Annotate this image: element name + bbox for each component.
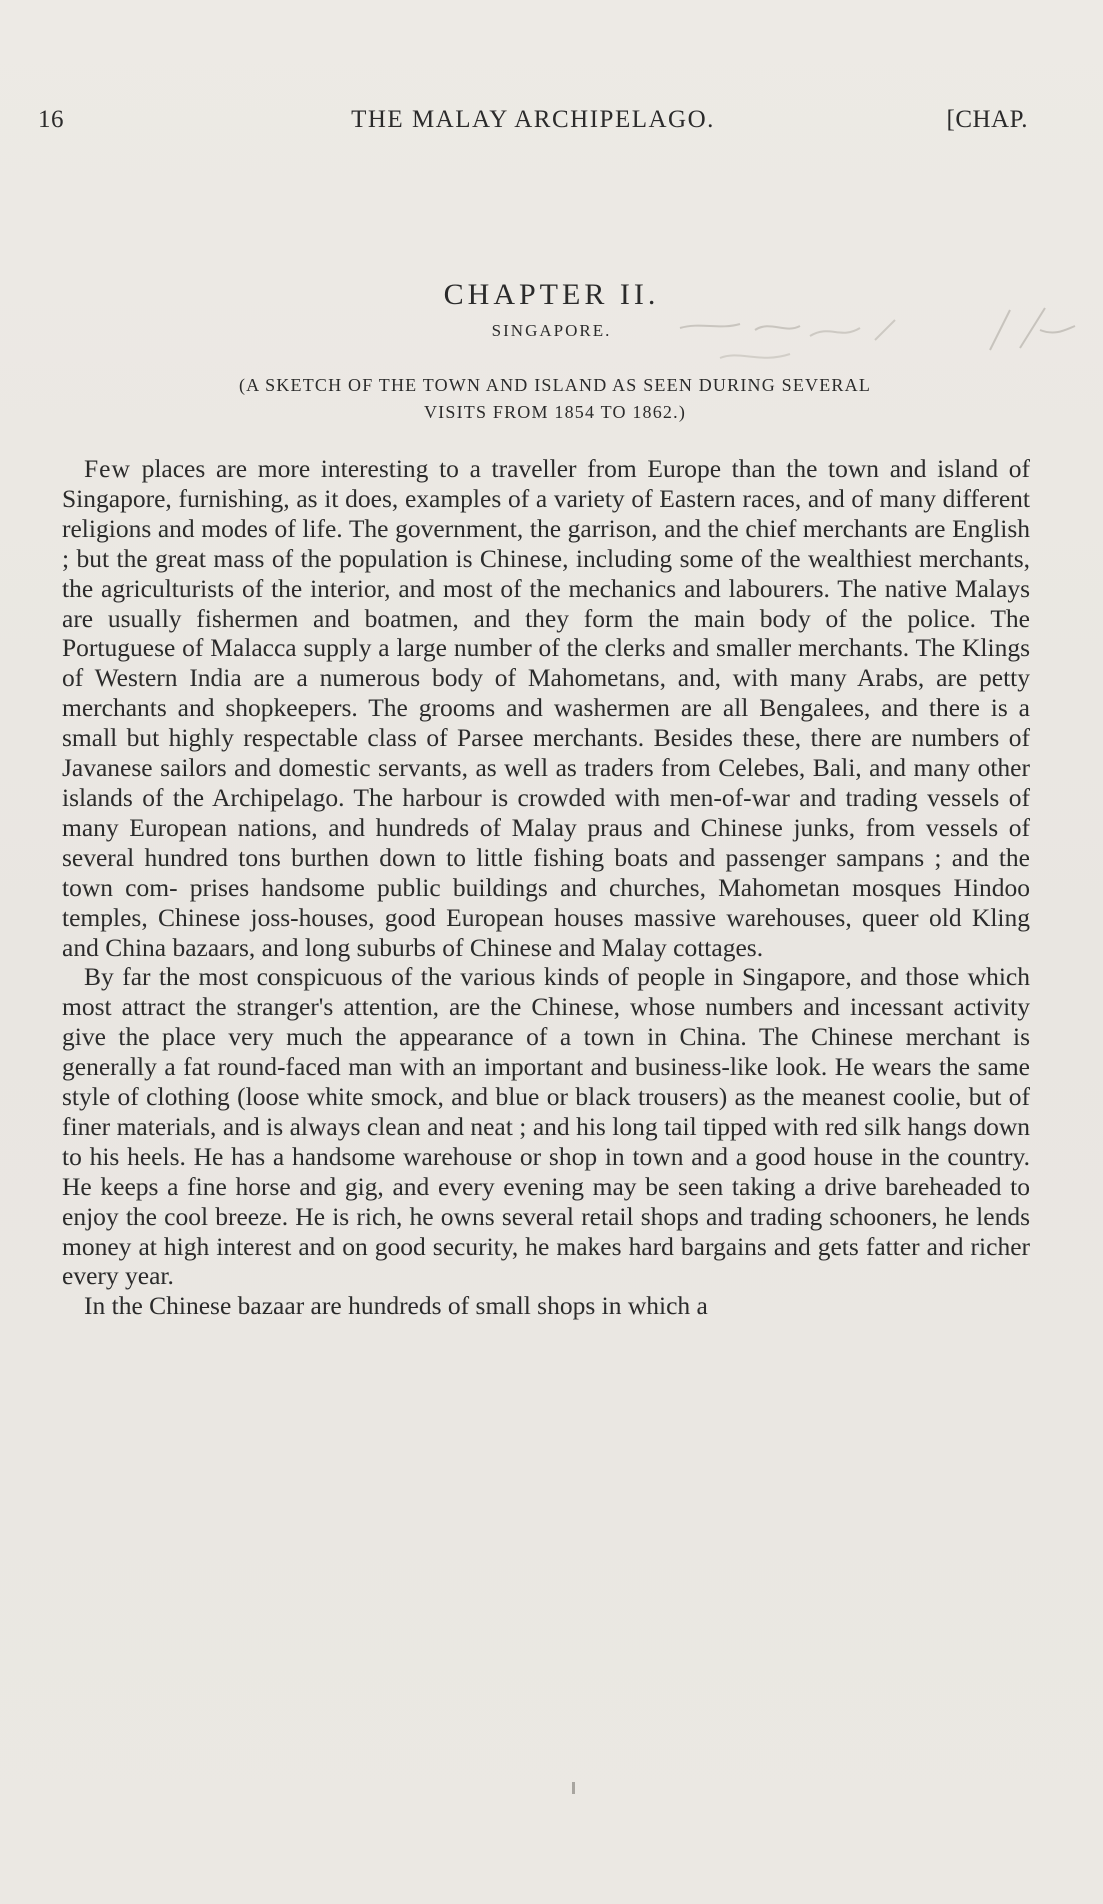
- paragraph: [62, 454, 1030, 962]
- running-head: [38, 106, 1028, 142]
- body-text: [62, 454, 1030, 1321]
- chapter-note: [60, 372, 1050, 426]
- chapter-note-line: (A SKETCH OF THE TOWN AND ISLAND AS SEEN DURING SEVERAL: [238, 375, 872, 395]
- paragraph-text: places are more interesting to a traveller from Europe than the town and island of Singapore, furnishing, as it does, examples of a variety of Eastern races, and of many different religions and modes of life. The government, the garrison, and the chief merchants are English ; but the great mass of the population is Chinese, including some of the wealthiest merchants, the agriculturists of the interior, and most of the mechanics and labourers. The native Malays are usually fishermen and boatmen, and they form the main body of the police. The Portuguese of Malacca supply a large number of the clerks and smaller merchants. The Klings of Western India are a numerous body of Mahometans, and, with many Arabs, are petty merchants and shopkeepers. The grooms and washermen are all Bengalees, and there is a small but highly respectable class of Parsee merchants. Besides these, there are numbers of Javanese sailors and domestic servants, as well as traders from Celebes, Bali, and many other islands of the Archipelago. The harbour is crowded with men-of-war and trading vessels of many European nations, and hundreds of Malay praus and Chinese junks, from vessels of several hundred tons burthen down to little fishing boats and passenger sampans ; and the town com- prises handsome public buildings and churches, Mahometan mosques Hindoo temples, Chinese joss-houses, good European houses massive warehouses, queer old Kling and China bazaars, and long suburbs of Chinese and Malay cottages.: [62, 454, 1030, 962]
- paragraph: By far the most conspicuous of the various kinds of people in Singapore, and those which most attract the stranger's attention, are the Chinese, whose numbers and incessant activity give the place very much the appearance of a town in China. The Chinese merchant is generally a fat round-faced man with an important and business-like look. He wears the same style of clothing (loose white smock, and blue or black trousers) as the meanest coolie, but of finer materials, and is always clean and neat ; and his long tail tipped with red silk hangs down to his heels. He has a handsome warehouse or shop in town and a good house in the country. He keeps a fine horse and gig, and every evening may be seen taking a drive bareheaded to enjoy the cool breeze. He is rich, he owns several retail shops and trading schooners, he lends money at high interest and on good security, he makes hard bargains and gets fatter and richer every year.: [62, 962, 1030, 1291]
- chapter-heading: CHAPTER II.: [443, 278, 660, 311]
- chapter-note-line: VISITS FROM 1854 TO 1862.): [423, 402, 687, 422]
- paragraph: In the Chinese bazaar are hundreds of small shops in which a: [84, 1291, 708, 1321]
- page-number: 16: [38, 106, 64, 133]
- paper-speck: [572, 1782, 575, 1794]
- book-title: THE MALAY ARCHIPELAGO.: [351, 106, 715, 133]
- chapter-marker: [CHAP.: [946, 106, 1028, 133]
- chapter-title: SINGAPORE.: [491, 321, 612, 340]
- paragraph-lead: Few: [84, 454, 131, 483]
